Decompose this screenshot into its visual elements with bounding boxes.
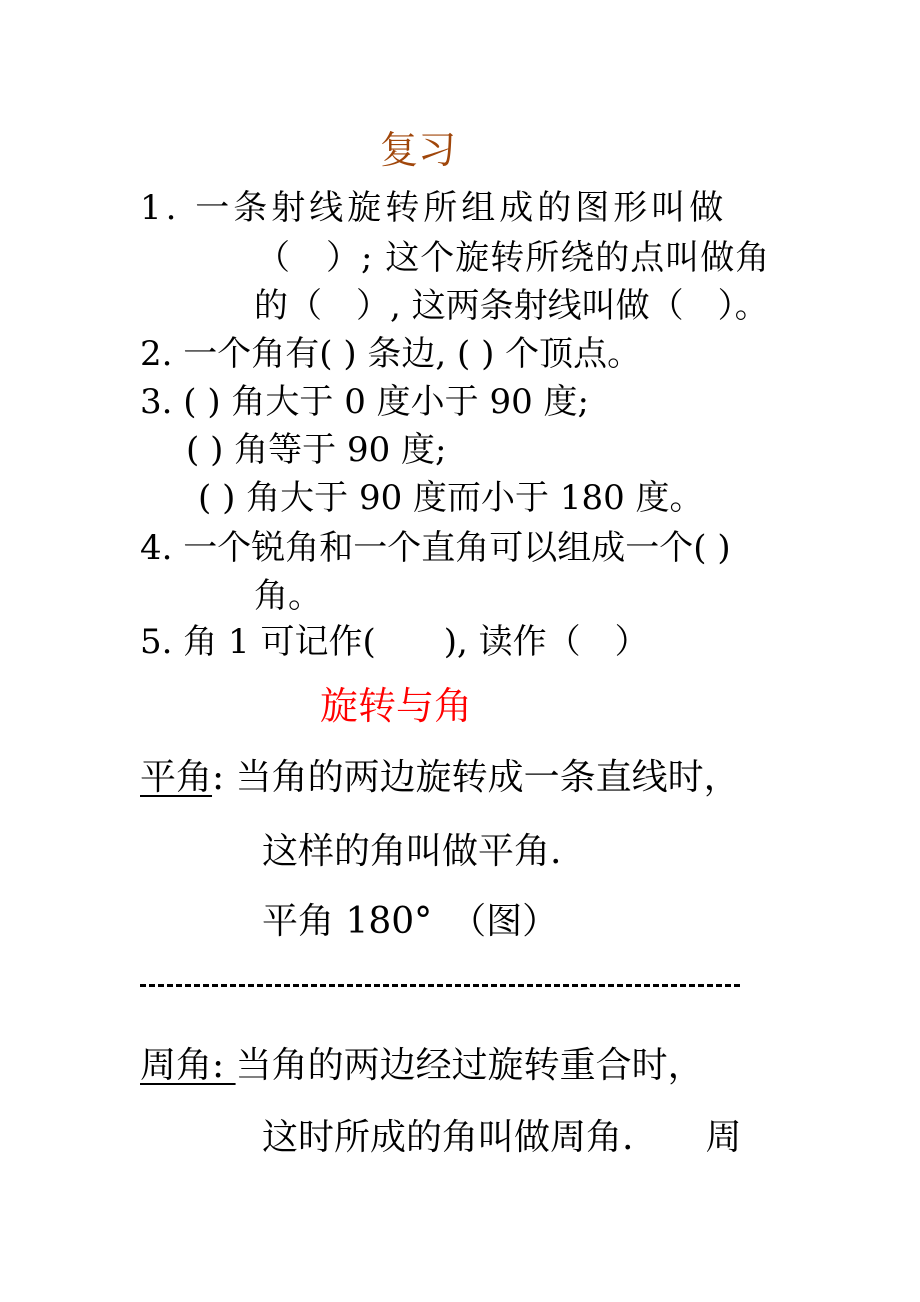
review-item-1-line-1: 1. 一条射线旋转所组成的图形叫做 [140, 188, 728, 228]
review-item-4-line-2: 角。 [254, 576, 322, 616]
review-item-3-line-1: 3. ( ) 角大于 0 度小于 90 度; [140, 382, 589, 422]
straight-angle-line-3: 平角 180° （图） [262, 901, 559, 942]
review-item-3-line-3: ( ) 角大于 90 度而小于 180 度。 [198, 478, 704, 518]
review-item-2: 2. 一个角有( ) 条边, ( ) 个顶点。 [140, 334, 642, 374]
straight-angle-definition [140, 752, 740, 804]
straight-angle-figure-line [140, 984, 740, 987]
full-angle-definition [140, 1040, 704, 1092]
straight-angle-definition-text: : 当角的两边旋转成一条直线时， [212, 757, 740, 798]
section-title: 旋转与角 [320, 684, 473, 728]
review-item-4-line-1: 4. 一个锐角和一个直角可以组成一个( ) [140, 528, 731, 568]
review-item-1-line-3: 的（ ）, 这两条射线叫做（ ）。 [254, 286, 769, 326]
full-angle-definition-text: 当角的两边经过旋转重合时， [235, 1045, 704, 1086]
full-angle-line-2: 这时所成的角叫做周角. 周 [262, 1117, 742, 1158]
review-title: 复习 [380, 128, 457, 172]
review-item-3-line-2: ( ) 角等于 90 度; [186, 430, 447, 470]
straight-angle-term: 平角 [140, 757, 213, 798]
review-item-5: 5. 角 1 可记作( ), 读作（ ） [140, 622, 649, 662]
full-angle-term: 周角: [140, 1045, 236, 1086]
straight-angle-line-2: 这样的角叫做平角. [262, 831, 562, 872]
review-item-1-line-2: （ ）; 这个旋转所绕的点叫做角 [256, 238, 771, 278]
